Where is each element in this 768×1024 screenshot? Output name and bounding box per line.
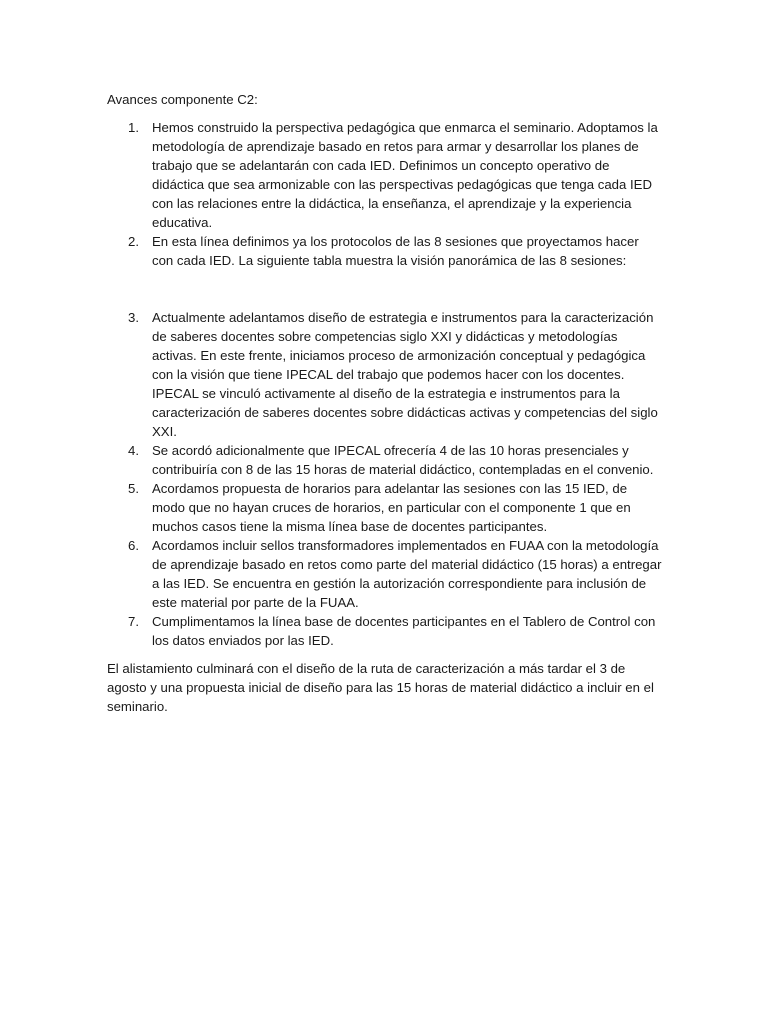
list-item — [107, 536, 662, 612]
closing-paragraph: El alistamiento culminará con el diseño de la ruta de caracterización a más tardar el 3 de agosto y una propuesta inicial de diseño para las 15 horas de material didáctico a incluir en el seminario. — [107, 661, 654, 714]
list-item-text: Acordamos propuesta de horarios para adelantar las sesiones con las 15 IED, de modo que no hayan cruces de horarios, en particular con el componente 1 que en muchos casos tiene la misma línea base de docentes participantes. — [152, 481, 631, 534]
list-item — [107, 118, 662, 232]
list-item-number: 4. — [128, 443, 139, 458]
list-item-text: Se acordó adicionalmente que IPECAL ofrecería 4 de las 10 horas presenciales y contribuiría con 8 de las 15 horas de material didáctico, contempladas en el convenio. — [152, 443, 654, 477]
table-placeholder-gap — [107, 270, 662, 308]
list-item-number: 7. — [128, 614, 139, 629]
section-heading: Avances componente C2: — [107, 92, 258, 107]
list-item — [107, 612, 662, 650]
progress-list — [107, 118, 662, 270]
list-item — [107, 232, 662, 270]
list-item-text: Actualmente adelantamos diseño de estrategia e instrumentos para la caracterización de saberes docentes sobre competencias siglo XXI y didácticas y metodologías activas. En este frente, iniciamos proceso de armonización conceptual y pedagógica con la visión que tiene IPECAL del trabajo que podemos hacer con los docentes. IPECAL se vinculó activamente al diseño de la estrategia e instrumentos para la caracterización de saberes docentes sobre didácticas activas y competencias del siglo XXI. — [152, 310, 658, 439]
progress-list-continued — [107, 308, 662, 650]
list-item-number: 5. — [128, 481, 139, 496]
list-item — [107, 441, 662, 479]
list-item-number: 2. — [128, 234, 139, 249]
list-item-text: Hemos construido la perspectiva pedagógica que enmarca el seminario. Adoptamos la metodología de aprendizaje basado en retos para armar y desarrollar los planes de trabajo que se adelantarán con cada IED. Definimos un concepto operativo de didáctica que sea armonizable con las perspectivas pedagógicas que tenga cada IED con las relaciones entre la didáctica, la enseñanza, el aprendizaje y la experiencia educativa. — [152, 120, 658, 230]
list-item-text: En esta línea definimos ya los protocolos de las 8 sesiones que proyectamos hacer con cada IED. La siguiente tabla muestra la visión panorámica de las 8 sesiones: — [152, 234, 639, 268]
list-item-number: 1. — [128, 120, 139, 135]
list-item — [107, 308, 662, 441]
list-item-number: 3. — [128, 310, 139, 325]
list-item-number: 6. — [128, 538, 139, 553]
document-page — [107, 90, 662, 716]
list-item-text: Acordamos incluir sellos transformadores implementados en FUAA con la metodología de aprendizaje basado en retos como parte del material didáctico (15 horas) a entregar a las IED. Se encuentra en gestión la autorización correspondiente para inclusión de este material por parte de la FUAA. — [152, 538, 662, 610]
list-item — [107, 479, 662, 536]
list-item-text: Cumplimentamos la línea base de docentes participantes en el Tablero de Control con los datos enviados por las IED. — [152, 614, 656, 648]
